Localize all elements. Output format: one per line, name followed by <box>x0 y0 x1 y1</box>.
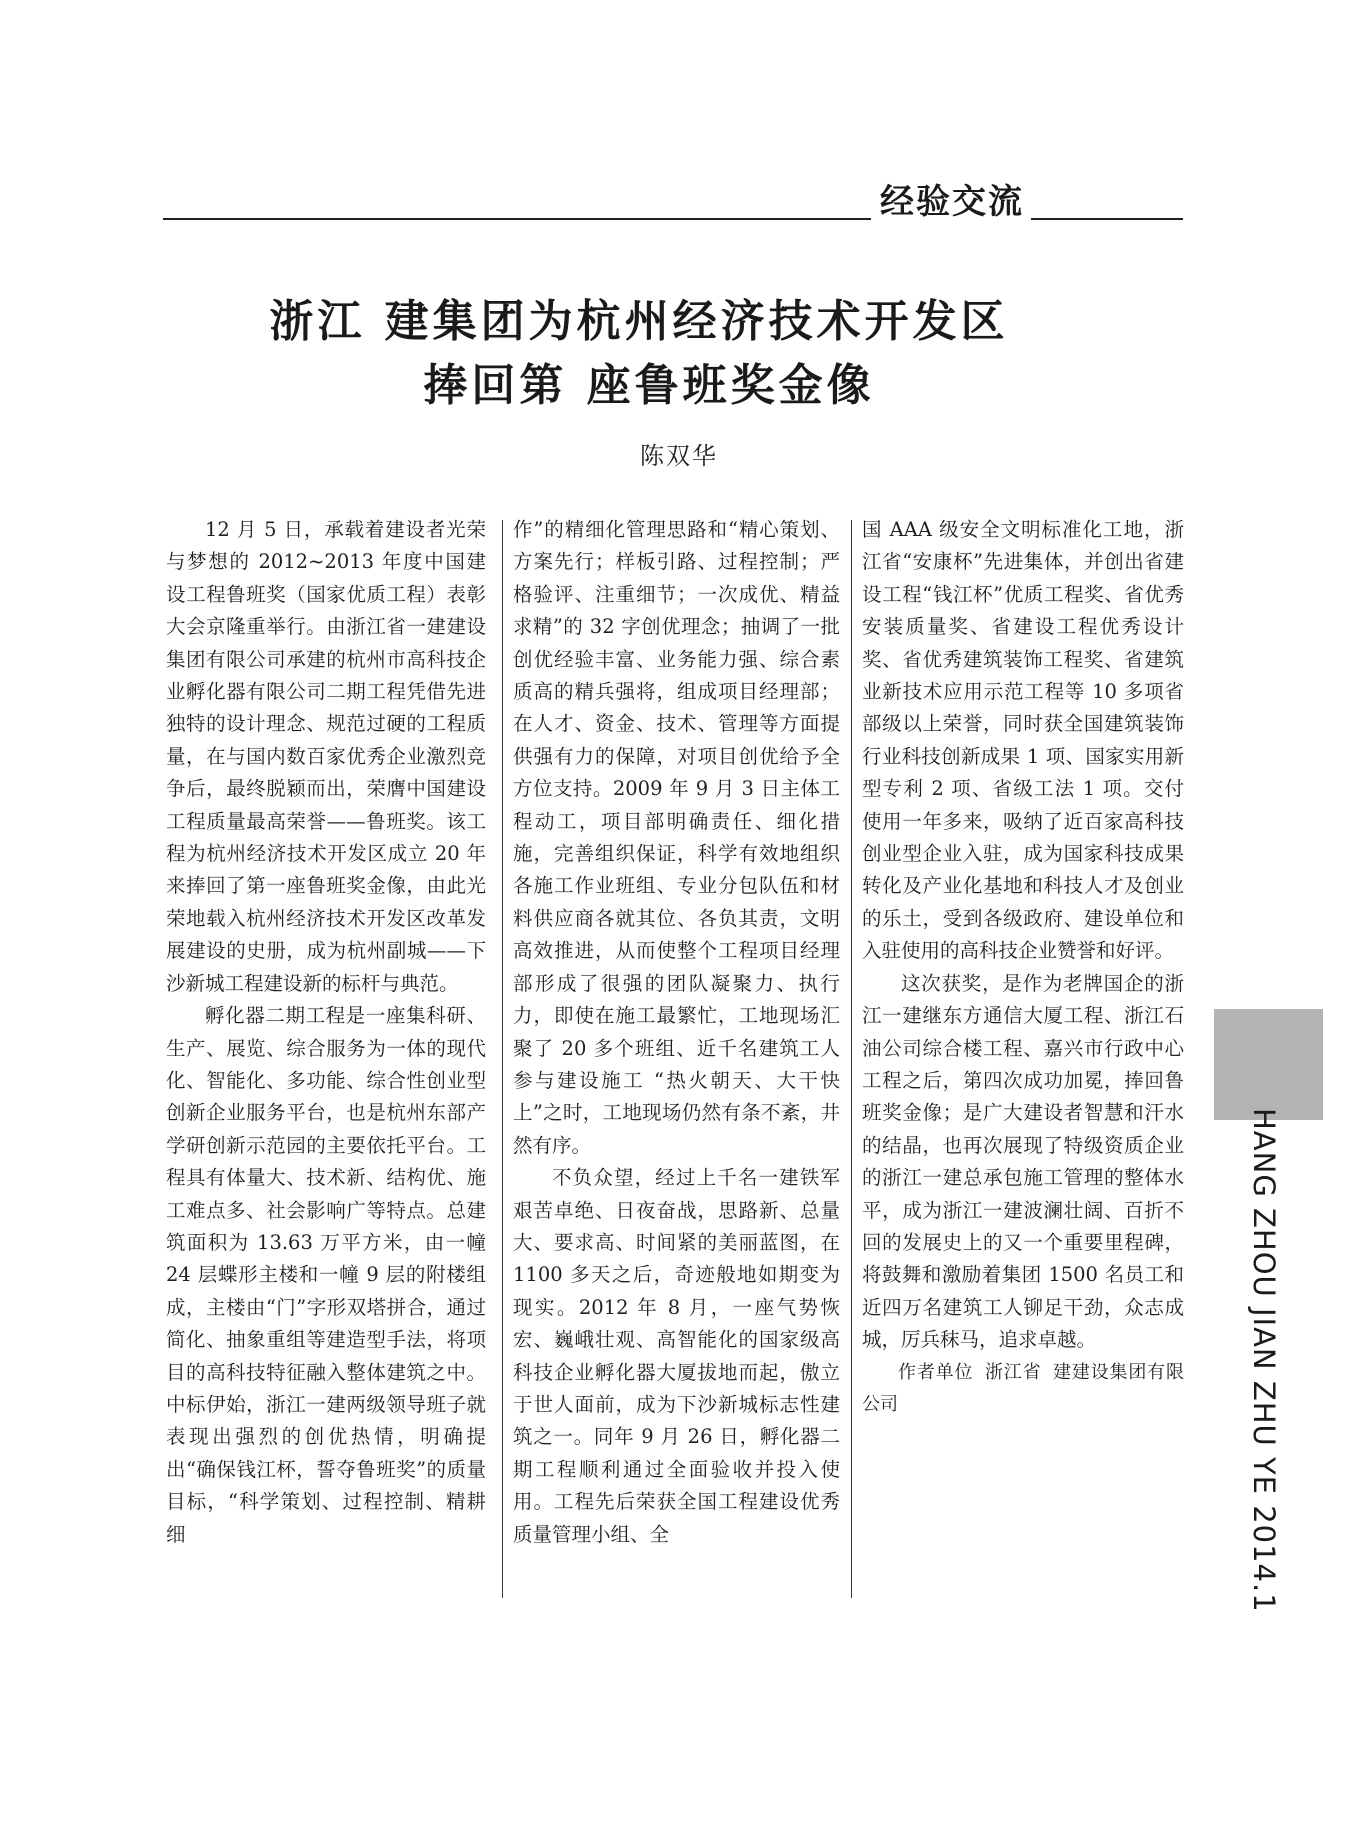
body-column-2 <box>513 514 840 1551</box>
paragraph: 这次获奖，是作为老牌国企的浙江一建继东方通信大厦工程、浙江石油公司综合楼工程、嘉兴市行政中心工程之后，第四次成功加冕，捧回鲁班奖金像；是广大建设者智慧和汗水的结晶，也再次展现了特级资质企业的浙江一建总承包施工管理的整体水平，成为浙江一建波澜壮阔、百折不回的发展史上的又一个重要里程碑，将鼓舞和激励着集团 1500 名员工和近四万名建筑工人铆足干劲，众志成城，厉兵秣马，追求卓越。 <box>862 971 1184 1352</box>
paragraph: 12 月 5 日，承载着建设者光荣与梦想的 2012~2013 年度中国建设工程鲁班奖（国家优质工程）表彰大会京隆重举行。由浙江省一建建设集团有限公司承建的杭州市高科技企业孵化器有限公司二期工程凭借先进独特的设计理念、规范过硬的工程质量，在与国内数百家优秀企业激烈竞争后，最终脱颖而出，荣膺中国建设工程质量最高荣誉——鲁班奖。该工程为杭州经济技术开发区成立 20 年来捧回了第一座鲁班奖金像，由此光荣地载入杭州经济技术开发区改革发展建设的史册，成为杭州副城——下沙新城工程建设新的标杆与典范。 <box>166 518 486 995</box>
author-affiliation: 作者单位 浙江省 建建设集团有限公司 <box>862 1361 1184 1415</box>
page-edge-tab <box>1214 1009 1323 1120</box>
article-author: 陈双华 <box>640 442 718 470</box>
article-title <box>0 290 1358 418</box>
journal-side-caption <box>1205 1108 1325 1613</box>
header-rule-right <box>1031 218 1183 220</box>
journal-side-caption-text: HANG ZHOU JIAN ZHU YE 2014.1 <box>1247 1108 1281 1613</box>
paragraph-continued: 作”的精细化管理思路和“精心策划、方案先行；样板引路、过程控制；严格验评、注重细节；一次成优、精益求精”的 32 字创优理念；抽调了一批创优经验丰富、业务能力强、综合素质高的精兵强将，组成项目经理部；在人才、资金、技术、管理等方面提供强有力的保障，对项目创优给予全方位支持。2009 年 9 月 3 日主体工程动工，项目部明确责任、细化措施，完善组织保证，科学有效地组织各施工作业班组、专业分包队伍和材料供应商各就其位、各负其责，文明高效推进，从而使整个工程项目经理部形成了很强的团队凝聚力、执行力，即使在施工最繁忙，工地现场汇聚了 20 多个班组、近千名建筑工人参与建设施工 “热火朝天、大干快上”之时，工地现场仍然有条不紊，井然有序。 <box>513 518 840 1157</box>
body-column-3 <box>862 514 1184 1421</box>
section-title: 经验交流 <box>880 182 1024 222</box>
article-title-line-1: 浙江 建集团为杭州经济技术开发区 <box>269 296 1009 347</box>
paragraph: 孵化器二期工程是一座集科研、生产、展览、综合服务为一体的现代化、智能化、多功能、综合性创业型创新企业服务平台，也是杭州东部产学研创新示范园的主要依托平台。工程具有体量大、技术新、结构优、施工难点多、社会影响广等特点。总建筑面积为 13.63 万平方米，由一幢 24 层蝶形主楼和一幢 9 层的附楼组成，主楼由“门”字形双塔拼合，通过简化、抽象重组等建造型手法，将项目的高科技特征融入整体建筑之中。中标伊始，浙江一建两级领导班子就表现出强烈的创优热情，明确提出“确保钱江杯，誓夺鲁班奖”的质量目标，“科学策划、过程控制、精耕细 <box>166 1004 486 1546</box>
body-column-1 <box>166 514 486 1551</box>
header-rule-left <box>163 218 871 220</box>
column-divider <box>502 520 503 1598</box>
section-header <box>163 174 1183 222</box>
article-title-line-2: 捧回第 座鲁班奖金像 <box>423 360 875 411</box>
column-divider <box>851 520 852 1598</box>
paragraph: 不负众望，经过上千名一建铁军艰苦卓绝、日夜奋战，思路新、总量大、要求高、时间紧的美丽蓝图，在 1100 多天之后，奇迹般地如期变为现实。2012 年 8 月，一座气势恢宏、巍峨壮观、高智能化的国家级高科技企业孵化器大厦拔地而起，傲立于世人面前，成为下沙新城标志性建筑之一。同年 9 月 26 日，孵化器二期工程顺利通过全面验收并投入使用。工程先后荣获全国工程建设优秀质量管理小组、全 <box>513 1166 840 1546</box>
paragraph-continued: 国 AAA 级安全文明标准化工地，浙江省“安康杯”先进集体，并创出省建设工程“钱江杯”优质工程奖、省优秀安装质量奖、省建设工程优秀设计奖、省优秀建筑装饰工程奖、省建筑业新技术应用示范工程等 10 多项省部级以上荣誉，同时获全国建筑装饰行业科技创新成果 1 项、国家实用新型专利 2 项、省级工法 1 项。交付使用一年多来，吸纳了近百家高科技创业型企业入驻，成为国家科技成果转化及产业化基地和科技人才及创业的乐土，受到各级政府、建设单位和入驻使用的高科技企业赞誉和好评。 <box>862 518 1184 963</box>
